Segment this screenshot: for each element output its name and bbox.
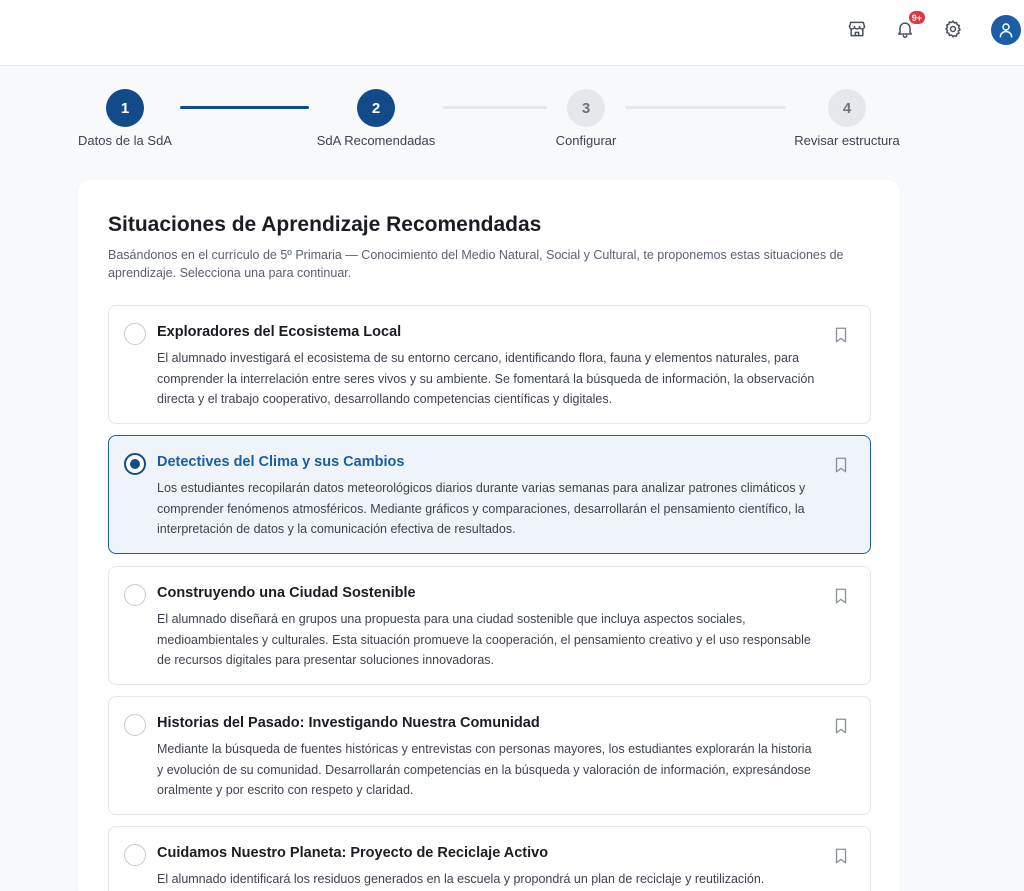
option-title: Historias del Pasado: Investigando Nuestra Comunidad [157, 715, 540, 731]
option-description: Los estudiantes recopilarán datos meteorológicos diarios durante varias semanas para analizar patrones climáticos y comprender fenómenos atmosféricos. Mediante gráficos y comparaciones, desarrollarán el pensamiento científico, la interpretación de datos y la comunicación efectiva de resultados. [157, 481, 806, 536]
option-radio[interactable] [124, 323, 146, 345]
step-4-circle[interactable]: 4 [828, 89, 866, 127]
page-title: Situaciones de Aprendizaje Recomendadas [108, 213, 542, 236]
bell-icon[interactable] [893, 13, 922, 41]
option-title: Detectives del Clima y sus Cambios [157, 454, 405, 470]
option-radio[interactable] [124, 584, 146, 606]
step-4-label: Revisar estructura [794, 133, 900, 148]
option-radio[interactable] [124, 714, 146, 736]
store-icon[interactable] [845, 17, 869, 41]
step-3-circle[interactable]: 3 [567, 89, 605, 127]
step-connector-2 [443, 106, 547, 109]
option-title: Cuidamos Nuestro Planeta: Proyecto de Reciclaje Activo [157, 845, 549, 861]
option-title: Construyendo una Ciudad Sostenible [157, 585, 416, 601]
step-1-label: Datos de la SdA [78, 133, 172, 148]
option-radio-selected[interactable] [124, 453, 146, 475]
step-2-circle[interactable]: 2 [357, 89, 395, 127]
step-connector-3 [625, 106, 786, 109]
step-1-circle[interactable]: 1 [106, 89, 144, 127]
option-description: El alumnado diseñará en grupos una propuesta para una ciudad sostenible que incluya aspectos sociales, medioambientales y culturales. Esta situación promueve la cooperación, el pensamiento creativo y el uso responsable de recursos digitales para presentar soluciones innovadoras. [157, 612, 811, 667]
option-description: El alumnado identificará los residuos generados en la escuela y propondrá un plan de reciclaje y reutilización. [157, 872, 765, 886]
bookmark-icon[interactable] [832, 456, 850, 474]
option-card-ecosistema[interactable] [108, 305, 871, 424]
avatar[interactable] [991, 15, 1021, 45]
step-connector-1 [180, 106, 309, 109]
gear-icon[interactable] [941, 17, 965, 41]
option-card-planeta[interactable] [108, 826, 871, 891]
option-radio[interactable] [124, 844, 146, 866]
bookmark-icon[interactable] [832, 847, 850, 865]
recommendations-panel [78, 180, 900, 891]
option-description: Mediante la búsqueda de fuentes históricas y entrevistas con personas mayores, los estudiantes explorarán la historia y evolución de su comunidad. Desarrollarán competencias en la búsqueda y valoración de información, expresándose oralmente y por escrito con respeto y claridad. [157, 742, 812, 797]
option-card-historias[interactable] [108, 696, 871, 815]
progress-stepper [0, 88, 1024, 158]
bookmark-icon[interactable] [832, 587, 850, 605]
user-icon [997, 21, 1015, 39]
option-description: El alumnado investigará el ecosistema de su entorno cercano, identificando flora, fauna y elementos naturales, para comprender la interrelación entre seres vivos y su ambiente. Se fomentará la búsqueda de información, la observación directa y el trabajo cooperativo, desarrollando competencias científicas y digitales. [157, 351, 815, 406]
bookmark-icon[interactable] [832, 326, 850, 344]
step-3-label: Configurar [555, 133, 617, 148]
option-card-clima[interactable] [108, 435, 871, 554]
option-title: Exploradores del Ecosistema Local [157, 324, 402, 340]
bookmark-icon[interactable] [832, 717, 850, 735]
top-bar [0, 0, 1024, 66]
notification-badge: 9+ [908, 10, 926, 25]
option-card-ciudad[interactable] [108, 566, 871, 685]
step-2-label: SdA Recomendadas [316, 133, 436, 148]
page-subtitle: Basándonos en el currículo de 5º Primaria — Conocimiento del Medio Natural, Social y Cultural, te proponemos estas situaciones de aprendizaje. Selecciona una para continuar. [108, 248, 844, 280]
